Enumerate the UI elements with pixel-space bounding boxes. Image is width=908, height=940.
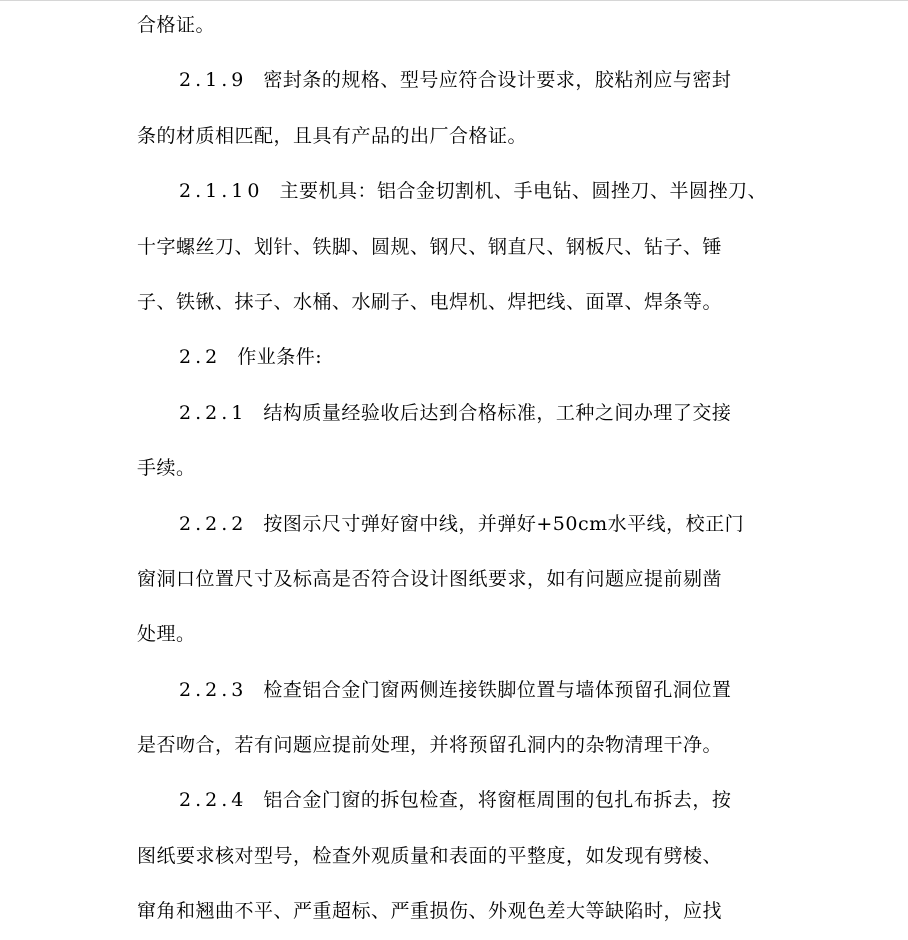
line-text: 十字螺丝刀、划针、铁脚、圆规、钢尺、钢直尺、钢板尺、钻子、锤 <box>137 235 723 258</box>
clause-2-2-1-line <box>137 386 777 441</box>
line-text: 窜角和翘曲不平、严重超标、严重损伤、外观色差大等缺陷时，应找 <box>137 900 723 923</box>
document-page <box>137 0 777 940</box>
line-text: 铝合金门窗的拆包检查，将窗框周围的包扎布拆去，按 <box>263 789 732 812</box>
clause-2-2-2-line <box>137 497 777 552</box>
clause-number: 2.2.1 <box>179 401 248 424</box>
line-text: 是否吻合，若有问题应提前处理，并将预留孔洞内的杂物清理干净。 <box>137 734 723 757</box>
clause-number: 2.2.2 <box>179 512 248 535</box>
clause-2-2-3-line <box>137 663 777 718</box>
text-line <box>137 552 777 607</box>
line-text: 条的材质相匹配，且具有产品的出厂合格证。 <box>137 124 528 147</box>
line-text: 主要机具：铝合金切割机、手电钻、圆挫刀、半圆挫刀、 <box>279 180 767 203</box>
text-line <box>137 829 777 884</box>
text-line <box>137 275 777 330</box>
clause-number: 2.2.3 <box>179 678 248 701</box>
line-text: 密封条的规格、型号应符合设计要求，胶粘剂应与密封 <box>263 69 732 92</box>
clause-2-1-10-line <box>137 164 777 219</box>
text-line <box>137 441 777 496</box>
line-text: 按图示尺寸弹好窗中线，并弹好+50cm水平线，校正门 <box>263 512 745 535</box>
line-text: 检查铝合金门窗两侧连接铁脚位置与墙体预留孔洞位置 <box>263 678 732 701</box>
text-line <box>137 0 777 53</box>
line-text: 手续。 <box>137 457 196 480</box>
text-line <box>137 718 777 773</box>
text-line <box>137 220 777 275</box>
line-text: 窗洞口位置尺寸及标高是否符合设计图纸要求，如有问题应提前剔凿 <box>137 567 723 590</box>
clause-number: 2.2.4 <box>179 789 248 812</box>
line-text: 合格证。 <box>137 14 216 36</box>
line-text: 子、铁锹、抹子、水桶、水刷子、电焊机、焊把线、面罩、焊条等。 <box>137 290 723 313</box>
section-2-2-heading <box>137 330 777 385</box>
clause-number: 2.1.9 <box>179 69 248 92</box>
section-number: 2.2 <box>179 346 222 369</box>
text-line <box>137 109 777 164</box>
line-text: 图纸要求核对型号，检查外观质量和表面的平整度，如发现有劈棱、 <box>137 844 723 867</box>
section-title: 作业条件: <box>237 346 323 369</box>
clause-2-1-9-line <box>137 53 777 108</box>
clause-2-2-4-line <box>137 773 777 828</box>
text-line <box>137 884 777 939</box>
line-text: 处理。 <box>137 623 196 646</box>
clause-number: 2.1.10 <box>179 180 264 203</box>
line-text: 结构质量经验收后达到合格标准，工种之间办理了交接 <box>263 401 732 424</box>
text-line <box>137 607 777 662</box>
